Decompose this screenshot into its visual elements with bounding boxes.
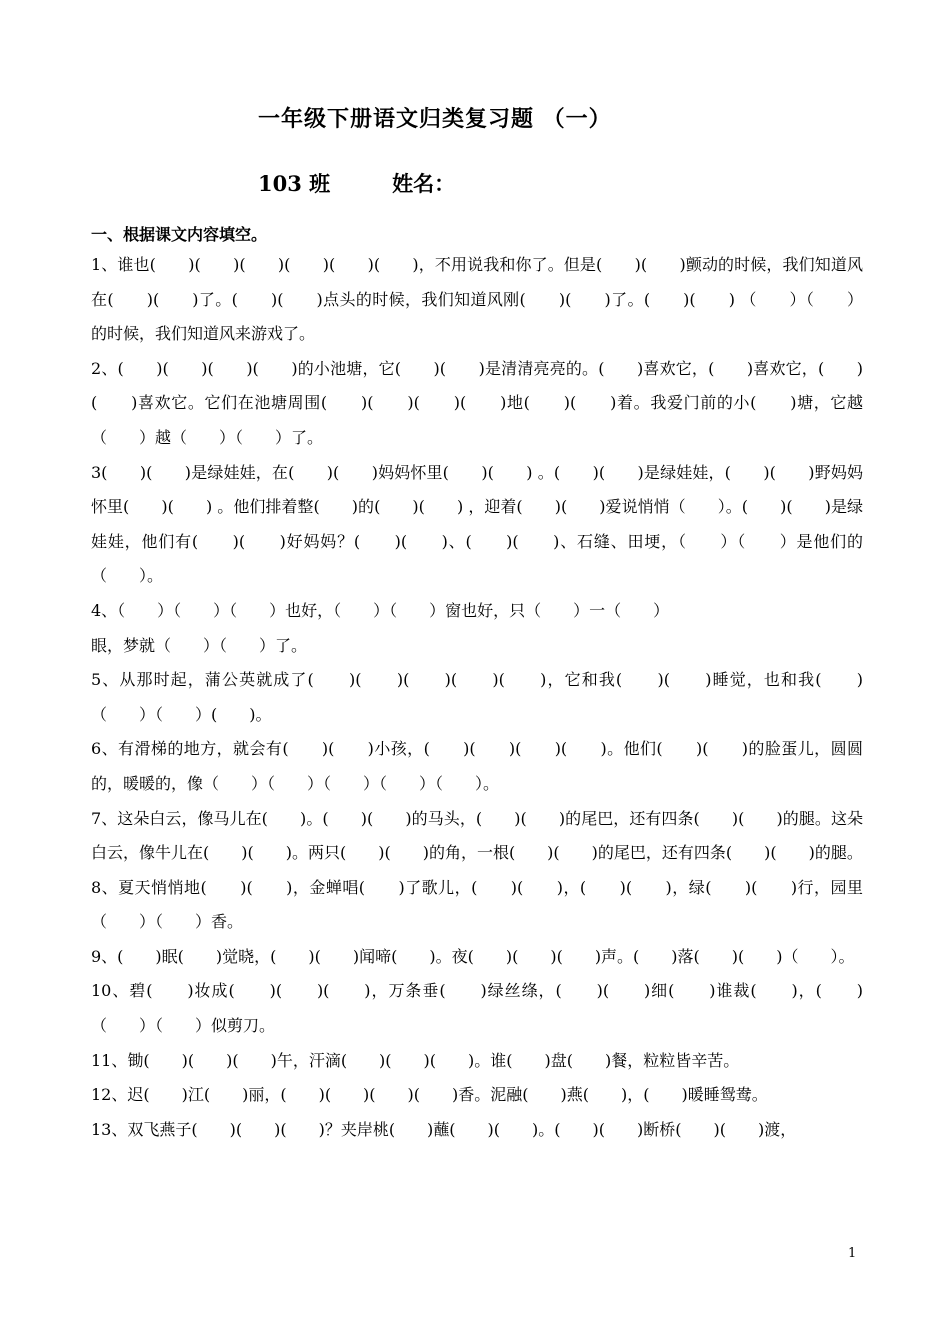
class-label: 103 班 [258,171,331,196]
page-number: 1 [848,1246,857,1261]
class-name-line [258,168,455,198]
name-label: 姓名： [392,171,456,196]
section-heading: 一、根据课文内容填空。 [91,225,268,244]
fill-in-exercises: 1、谁也( )( )( )( )( )( )，不用说我和你了。但是( )( )颤动的时候，我们知道风在( )( )了。( )( )点头的时候，我们知道风刚( )( )了。( )( ) （ ）（ ） 的时候，我们知道风来游戏了。 2、( )( )( )( )的小池塘，它( )( )是清清亮亮的。( )喜欢它，( )喜欢它，( )( )喜欢它。它们在池塘周围( )( )( )( )地( )( )着。我爱门前的小( )塘，它越（ ）越（ ）（ ）了。 3( )( )是绿娃娃，在( )( )妈妈怀里( )( ) 。( )( )是绿娃娃，( )( )野妈妈怀里( )( ) 。他们排着整( )的( )( ) ，迎着( )( )爱说悄悄（ ）。( )( )是绿娃娃，他们有( )( )好妈妈？( )( )、( )( )、石缝、田埂，（ ）（ ）是他们的（ ）。 4、（ ）（ ）（ ）也好，（ ）（ ）窗也好，只（ ）一（ ） 眼，梦就（ ）（ ）了。 5、从那时起，蒲公英就成了( )( )( )( )( )，它和我( )( )睡觉，也和我( )（ ）（ ）( )。 6、有滑梯的地方，就会有( )( )小孩，( )( )( )( )。他们( )( )的脸蛋儿，圆圆的，暖暖的，像（ ）（ ）（ ）（ ）（ ）。 7、这朵白云，像马儿在( )。( )( )的马头，( )( )的尾巴，还有四条( )( )的腿。这朵白云，像牛儿在( )( )。两只( )( )的角，一根( )( )的尾巴，还有四条( )( )的腿。 8、夏天悄悄地( )( )，金蝉唱( )了歌儿，( )( )，( )( )，绿( )( )行，园里（ ）（ ）香。 9、( )眠( )觉晓，( )( )闻啼( )。夜( )( )( )声。( )落( )( )（ ）。 10、碧( )妆成( )( )( )，万条垂( )绿丝绦，( )( )细( )谁裁( )，( )（ ）（ ）似剪刀。 11、锄( )( )( )午，汗滴( )( )( )。谁( )盘( )餐，粒粒皆辛苦。 12、迟( )江( )丽，( )( )( )( )香。泥融( )燕( )，( )暖睡鸳鸯。 13、双飞燕子( )( )( )？夹岸桃( )蘸( )( )。( )( )断桥( )( )渡， [91,255,863,1139]
document-title: 一年级下册语文归类复习题 （一） [258,106,612,132]
